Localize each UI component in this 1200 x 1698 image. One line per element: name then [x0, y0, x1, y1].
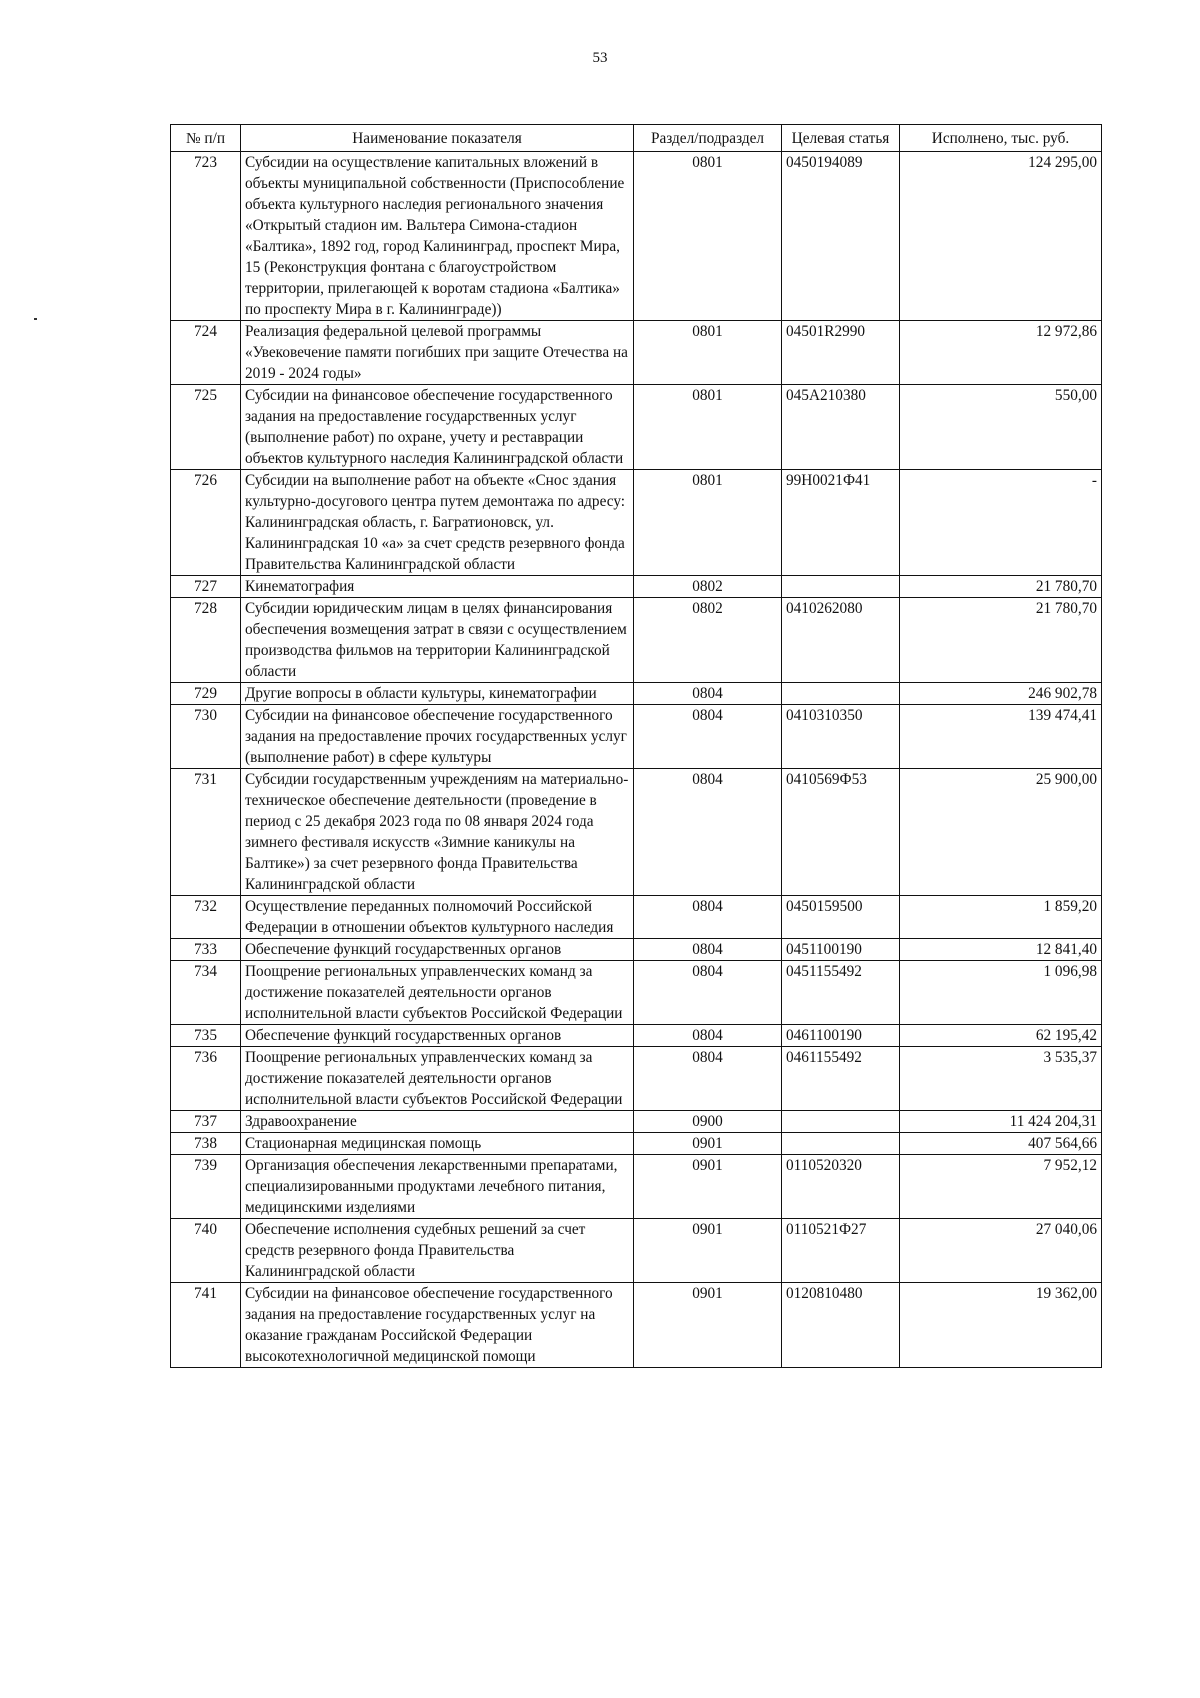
target-article: 99Н0021Ф41	[782, 470, 900, 576]
target-article: 0461100190	[782, 1025, 900, 1047]
section-code: 0802	[634, 576, 782, 598]
target-article: 0110521Ф27	[782, 1219, 900, 1283]
budget-table	[170, 124, 1102, 1368]
executed-amount: 550,00	[900, 385, 1102, 470]
section-code: 0901	[634, 1283, 782, 1368]
target-article: 0410310350	[782, 705, 900, 769]
row-number: 727	[171, 576, 241, 598]
target-article	[782, 683, 900, 705]
row-number: 740	[171, 1219, 241, 1283]
row-number: 729	[171, 683, 241, 705]
indicator-name: Реализация федеральной целевой программы «Увековечение памяти погибших при защите Отечества на 2019 - 2024 годы»	[241, 321, 634, 385]
header-section: Раздел/подраздел	[634, 125, 782, 152]
section-code: 0804	[634, 939, 782, 961]
section-code: 0804	[634, 961, 782, 1025]
section-code: 0804	[634, 683, 782, 705]
table-row	[171, 470, 1102, 576]
table-header-row	[171, 125, 1102, 152]
row-number: 734	[171, 961, 241, 1025]
target-article	[782, 576, 900, 598]
target-article: 0120810480	[782, 1283, 900, 1368]
row-number: 732	[171, 896, 241, 939]
page-number: 53	[592, 50, 608, 66]
executed-amount: -	[900, 470, 1102, 576]
header-amount: Исполнено, тыс. руб.	[900, 125, 1102, 152]
section-code: 0801	[634, 385, 782, 470]
table-row	[171, 152, 1102, 321]
executed-amount: 19 362,00	[900, 1283, 1102, 1368]
table-row	[171, 939, 1102, 961]
executed-amount: 27 040,06	[900, 1219, 1102, 1283]
indicator-name: Кинематография	[241, 576, 634, 598]
executed-amount: 1 096,98	[900, 961, 1102, 1025]
header-num: № п/п	[171, 125, 241, 152]
table-row	[171, 1025, 1102, 1047]
table-row	[171, 598, 1102, 683]
executed-amount: 12 841,40	[900, 939, 1102, 961]
section-code: 0801	[634, 470, 782, 576]
indicator-name: Организация обеспечения лекарственными препаратами, специализированными продуктами лечебного питания, медицинскими изделиями	[241, 1155, 634, 1219]
row-number: 728	[171, 598, 241, 683]
target-article: 0451155492	[782, 961, 900, 1025]
target-article: 0410262080	[782, 598, 900, 683]
target-article: 0410569Ф53	[782, 769, 900, 896]
table-row	[171, 385, 1102, 470]
executed-amount: 1 859,20	[900, 896, 1102, 939]
table-row	[171, 1219, 1102, 1283]
executed-amount: 21 780,70	[900, 598, 1102, 683]
executed-amount: 62 195,42	[900, 1025, 1102, 1047]
header-name: Наименование показателя	[241, 125, 634, 152]
scan-artifact	[34, 318, 37, 320]
executed-amount: 407 564,66	[900, 1133, 1102, 1155]
table-row	[171, 1133, 1102, 1155]
indicator-name: Осуществление переданных полномочий Российской Федерации в отношении объектов культурного наследия	[241, 896, 634, 939]
row-number: 735	[171, 1025, 241, 1047]
indicator-name: Обеспечение исполнения судебных решений за счет средств резервного фонда Правительства Калининградской области	[241, 1219, 634, 1283]
row-number: 725	[171, 385, 241, 470]
executed-amount: 11 424 204,31	[900, 1111, 1102, 1133]
target-article: 0461155492	[782, 1047, 900, 1111]
table-row	[171, 961, 1102, 1025]
section-code: 0804	[634, 1025, 782, 1047]
table-row	[171, 576, 1102, 598]
indicator-name: Обеспечение функций государственных органов	[241, 1025, 634, 1047]
row-number: 738	[171, 1133, 241, 1155]
executed-amount: 246 902,78	[900, 683, 1102, 705]
indicator-name: Другие вопросы в области культуры, кинематографии	[241, 683, 634, 705]
executed-amount: 7 952,12	[900, 1155, 1102, 1219]
row-number: 724	[171, 321, 241, 385]
target-article: 04501R2990	[782, 321, 900, 385]
indicator-name: Поощрение региональных управленческих команд за достижение показателей деятельности органов исполнительной власти субъектов Российской Федерации	[241, 961, 634, 1025]
executed-amount: 139 474,41	[900, 705, 1102, 769]
executed-amount: 12 972,86	[900, 321, 1102, 385]
indicator-name: Субсидии государственным учреждениям на материально-техническое обеспечение деятельности (проведение в период с 25 декабря 2023 года по 08 января 2024 года зимнего фестиваля искусств «Зимние каникулы на Балтике») за счет резервного фонда Правительства Калининградской области	[241, 769, 634, 896]
table-row	[171, 321, 1102, 385]
indicator-name: Субсидии на выполнение работ на объекте «Снос здания культурно-досугового центра путем демонтажа по адресу: Калининградская область, г. Багратионовск, ул. Калининградская 10 «а» за счет средств резервного фонда Правительства Калининградской области	[241, 470, 634, 576]
target-article	[782, 1133, 900, 1155]
executed-amount: 3 535,37	[900, 1047, 1102, 1111]
table-body	[171, 152, 1102, 1368]
indicator-name: Стационарная медицинская помощь	[241, 1133, 634, 1155]
row-number: 741	[171, 1283, 241, 1368]
indicator-name: Поощрение региональных управленческих команд за достижение показателей деятельности органов исполнительной власти субъектов Российской Федерации	[241, 1047, 634, 1111]
indicator-name: Субсидии на финансовое обеспечение государственного задания на предоставление прочих государственных услуг (выполнение работ) в сфере культуры	[241, 705, 634, 769]
target-article: 0450159500	[782, 896, 900, 939]
section-code: 0804	[634, 896, 782, 939]
section-code: 0804	[634, 1047, 782, 1111]
indicator-name: Субсидии юридическим лицам в целях финансирования обеспечения возмещения затрат в связи с осуществлением производства фильмов на территории Калининградской области	[241, 598, 634, 683]
row-number: 726	[171, 470, 241, 576]
indicator-name: Субсидии на осуществление капитальных вложений в объекты муниципальной собственности (Приспособление объекта культурного наследия регионального значения «Открытый стадион им. Вальтера Симона-стадион «Балтика», 1892 год, город Калининград, проспект Мира, 15 (Реконструкция фонтана с благоустройством территории, прилегающей к воротам стадиона «Балтика» по проспекту Мира в г. Калининграде))	[241, 152, 634, 321]
target-article: 045A210380	[782, 385, 900, 470]
section-code: 0804	[634, 705, 782, 769]
row-number: 739	[171, 1155, 241, 1219]
executed-amount: 21 780,70	[900, 576, 1102, 598]
row-number: 733	[171, 939, 241, 961]
target-article	[782, 1111, 900, 1133]
table-row	[171, 1111, 1102, 1133]
section-code: 0901	[634, 1219, 782, 1283]
row-number: 731	[171, 769, 241, 896]
row-number: 723	[171, 152, 241, 321]
target-article: 0110520320	[782, 1155, 900, 1219]
table-row	[171, 1047, 1102, 1111]
header-target: Целевая статья	[782, 125, 900, 152]
table-row	[171, 1283, 1102, 1368]
table-row	[171, 705, 1102, 769]
section-code: 0901	[634, 1133, 782, 1155]
table-row	[171, 769, 1102, 896]
section-code: 0801	[634, 152, 782, 321]
target-article: 0450194089	[782, 152, 900, 321]
section-code: 0900	[634, 1111, 782, 1133]
executed-amount: 124 295,00	[900, 152, 1102, 321]
row-number: 736	[171, 1047, 241, 1111]
target-article: 0451100190	[782, 939, 900, 961]
indicator-name: Обеспечение функций государственных органов	[241, 939, 634, 961]
table-row	[171, 1155, 1102, 1219]
executed-amount: 25 900,00	[900, 769, 1102, 896]
table-row	[171, 683, 1102, 705]
row-number: 730	[171, 705, 241, 769]
section-code: 0901	[634, 1155, 782, 1219]
indicator-name: Субсидии на финансовое обеспечение государственного задания на предоставление государственных услуг на оказание гражданам Российской Федерации высокотехнологичной медицинской помощи	[241, 1283, 634, 1368]
section-code: 0804	[634, 769, 782, 896]
section-code: 0802	[634, 598, 782, 683]
section-code: 0801	[634, 321, 782, 385]
table-row	[171, 896, 1102, 939]
indicator-name: Субсидии на финансовое обеспечение государственного задания на предоставление государственных услуг (выполнение работ) по охране, учету и реставрации объектов культурного наследия Калининградской области	[241, 385, 634, 470]
indicator-name: Здравоохранение	[241, 1111, 634, 1133]
row-number: 737	[171, 1111, 241, 1133]
